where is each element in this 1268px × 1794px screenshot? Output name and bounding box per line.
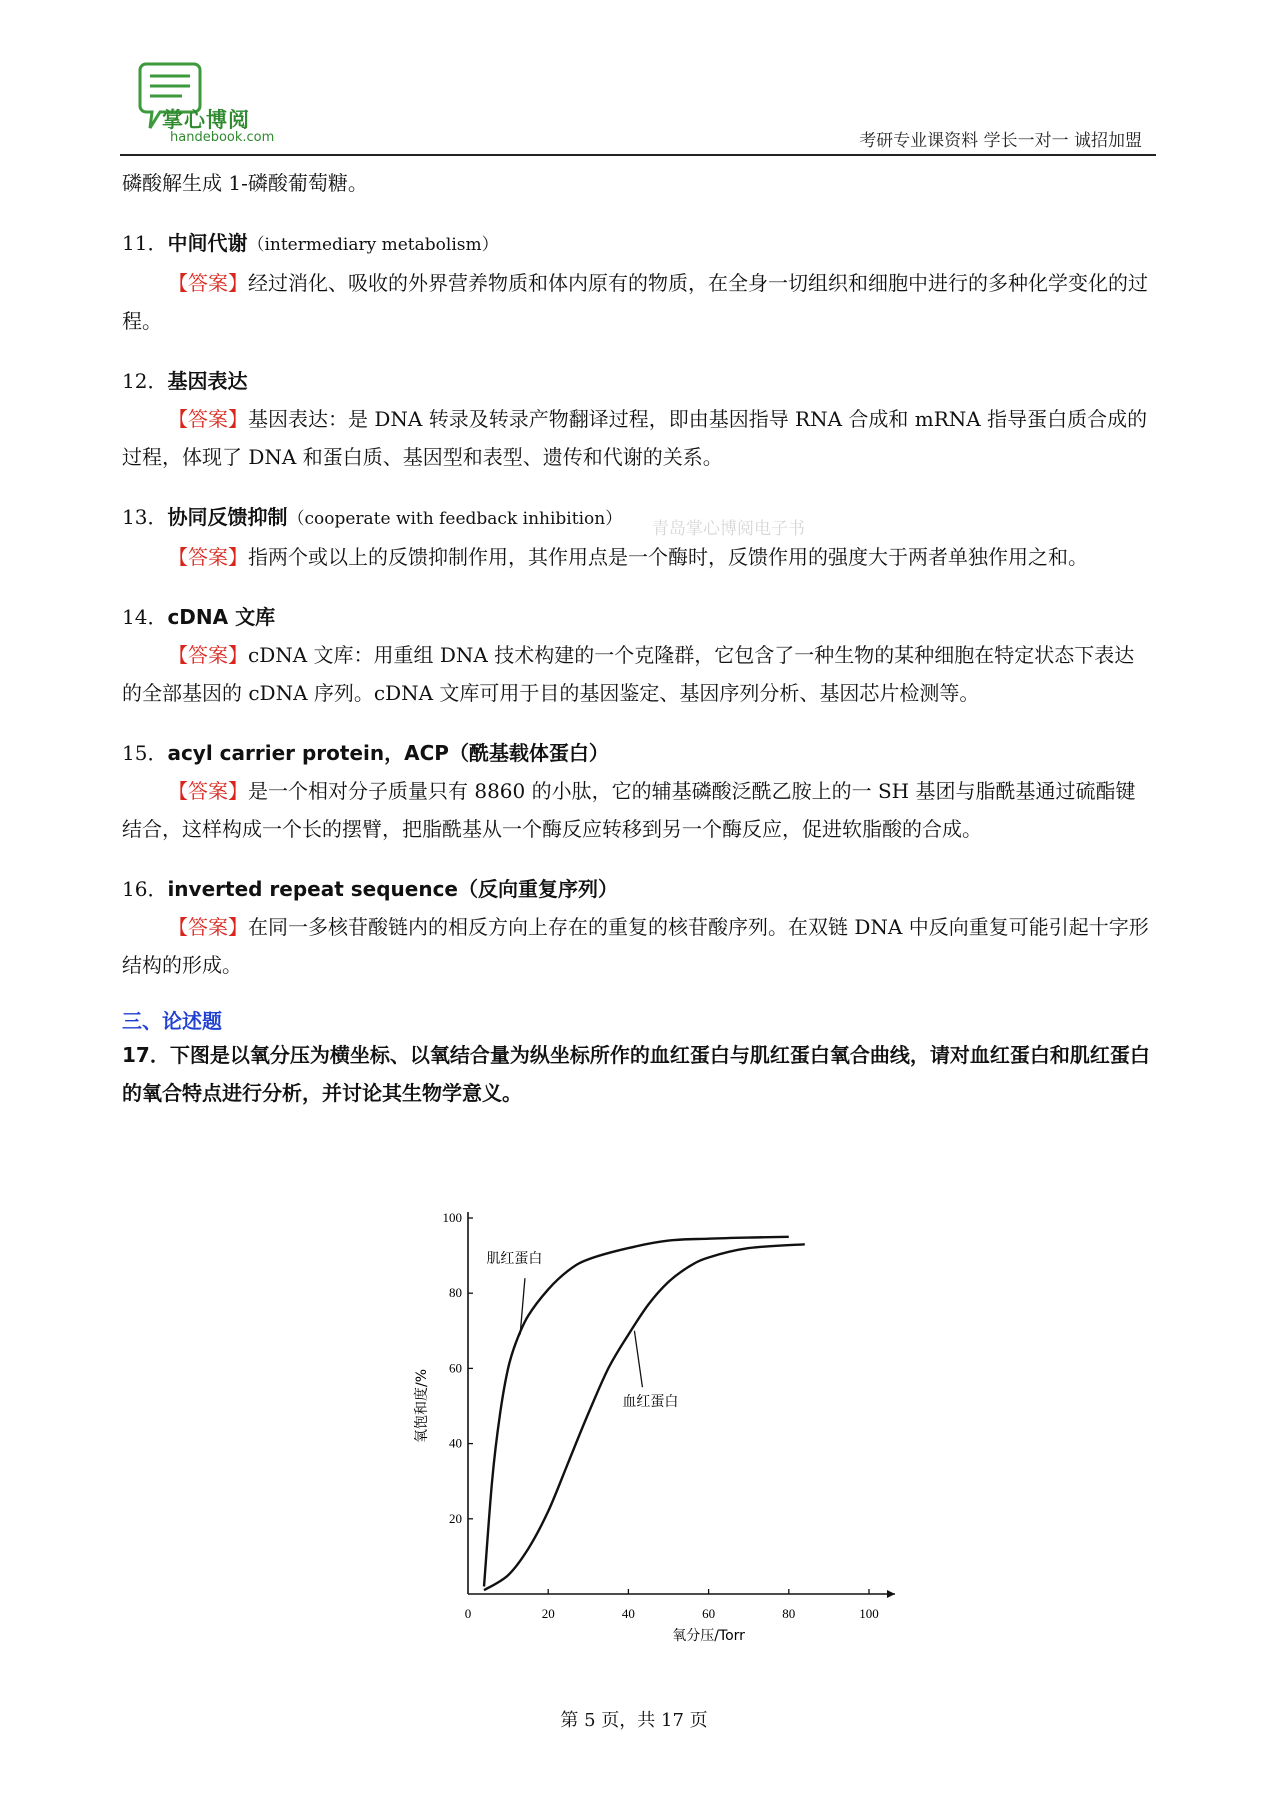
series-leader-1 [634,1331,642,1387]
x-tick-label: 80 [782,1606,796,1621]
item-term: 中间代谢 [167,231,248,255]
item-number: 13． [122,505,168,529]
header-divider [120,154,1156,156]
item-term-en: （cooperate with feedback inhibition） [287,509,623,529]
item-term: cDNA 文库 [167,605,276,629]
definition-item-13 [122,498,1152,576]
answer-tag: 【答案】 [168,271,248,295]
x-tick-label: 100 [859,1606,879,1621]
continuation-text: 磷酸解生成 1-磷酸葡萄糖。 [122,171,368,195]
item-title [122,362,1152,400]
item-title [122,498,1152,538]
y-tick-label: 80 [449,1285,462,1301]
x-axis-arrow [887,1590,895,1598]
item-term: 基因表达 [167,369,248,393]
y-tick-label: 100 [442,1210,462,1225]
answer-paragraph [122,538,1152,576]
series-label-1: 血红蛋白 [622,1394,679,1410]
answer-paragraph [122,908,1152,984]
item-number: 16． [122,877,168,901]
answer-text: 是一个相对分子质量只有 8860 的小肽，它的辅基磷酸泛酰乙胺上的一 SH 基团与脂酰基通过硫酯键结合，这样构成一个长的摆臂，把脂酰基从一个酶反应转移到另一个酶反应，促进软脂酸的合成。 [122,779,1136,841]
logo-url: handebook.com [170,130,275,145]
item-number: 12． [122,369,168,393]
answer-paragraph [122,264,1152,340]
x-axis-label: 氧分压/Torr [672,1628,745,1644]
question-17: 17．下图是以氧分压为横坐标、以氧结合量为纵坐标所作的血红蛋白与肌红蛋白氧合曲线，请对血红蛋白和肌红蛋白的氧合特点进行分析，并讨论其生物学意义。 [122,1043,1150,1105]
watermark: 青岛掌心博阅电子书 [652,519,805,539]
logo-text: 掌心博阅 [162,108,250,132]
page-header [120,60,1156,158]
answer-paragraph [122,636,1152,712]
definition-item-15 [122,734,1152,848]
answer-tag: 【答案】 [168,779,248,803]
answer-text: 经过消化、吸收的外界营养物质和体内原有的物质，在全身一切组织和细胞中进行的多种化学变化的过程。 [122,271,1148,333]
item-title [122,870,1152,908]
x-tick-label: 60 [702,1606,716,1621]
definition-item-14 [122,598,1152,712]
answer-text: 在同一多核苷酸链内的相反方向上存在的重复的核苷酸序列。在双链 DNA 中反向重复可能引起十字形结构的形成。 [122,915,1149,977]
x-tick-label: 40 [621,1606,635,1621]
y-axis-label: 氧饱和度/% [414,1368,430,1444]
y-tick-label: 40 [449,1435,462,1451]
answer-tag: 【答案】 [168,545,248,569]
series-curve-1 [484,1244,805,1590]
answer-text: 指两个或以上的反馈抑制作用，其作用点是一个酶时，反馈作用的强度大于两者单独作用之和。 [248,545,1088,569]
item-term: inverted repeat sequence（反向重复序列） [167,877,618,901]
answer-tag: 【答案】 [168,643,248,667]
y-tick-label: 20 [449,1510,462,1526]
x-tick-label: 20 [541,1606,555,1621]
y-tick-label: 60 [449,1360,462,1376]
item-number: 14． [122,605,168,629]
section-title: 三、论述题 [122,1009,222,1033]
item-term: acyl carrier protein，ACP（酰基载体蛋白） [167,741,609,765]
item-term: 协同反馈抑制 [167,505,288,529]
answer-tag: 【答案】 [168,915,248,939]
item-title [122,598,1152,636]
x-tick-label: 0 [464,1606,472,1621]
header-tagline: 考研专业课资料 学长一对一 诚招加盟 [859,131,1142,151]
answer-paragraph [122,400,1152,476]
answer-paragraph [122,772,1152,848]
item-term-en: （intermediary metabolism） [247,235,499,255]
series-curve-0 [484,1237,789,1587]
item-number: 15． [122,741,168,765]
page-content [122,164,1152,1112]
item-title [122,224,1152,264]
definition-item-12 [122,362,1152,476]
answer-text: 基因表达：是 DNA 转录及转录产物翻译过程，即由基因指导 RNA 合成和 mRNA 指导蛋白质合成的过程，体现了 DNA 和蛋白质、基因型和表型、遗传和代谢的关系。 [122,407,1148,469]
oxygen-binding-chart [402,1196,922,1656]
item-title [122,734,1152,772]
page-footer: 第 5 页，共 17 页 [560,1710,708,1731]
definition-item-11 [122,224,1152,340]
answer-text: cDNA 文库：用重组 DNA 技术构建的一个克隆群，它包含了一种生物的某种细胞在特定状态下表达的全部基因的 cDNA 序列。cDNA 文库可用于目的基因鉴定、基因序列分析、基因芯片检测等。 [122,643,1135,705]
item-number: 11． [122,231,168,255]
series-label-0: 肌红蛋白 [486,1251,543,1268]
definition-item-16 [122,870,1152,984]
answer-tag: 【答案】 [168,407,248,431]
